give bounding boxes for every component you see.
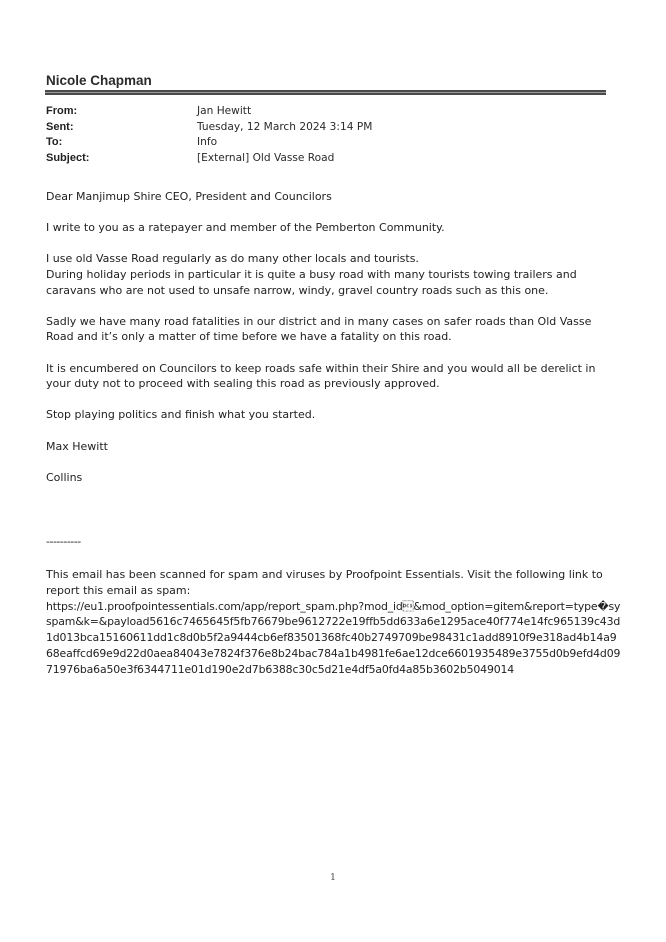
paragraph-road-use-line2: During holiday periods in particular it is quite a busy road with many tourists towing trailers and caravans who are not used to unsafe narrow, windy, gravel country roads such as this one. [46, 267, 577, 297]
to-row [46, 135, 372, 151]
email-body [46, 189, 621, 501]
paragraph-road-use-line1: I use old Vasse Road regularly as do many other locals and tourists. [46, 252, 419, 266]
spam-footer [46, 567, 621, 678]
signature-name: Max Hewitt [46, 439, 108, 453]
paragraph-intro: I write to you as a ratepayer and member of the Pemberton Community. [46, 221, 445, 235]
sent-value: Tuesday, 12 March 2024 3:14 PM [197, 120, 373, 133]
sent-row [46, 120, 372, 136]
sent-label: Sent: [46, 120, 74, 133]
paragraph-closing: Stop playing politics and finish what you started. [46, 408, 316, 422]
email-headers [46, 104, 372, 166]
subject-value: [External] Old Vasse Road [197, 151, 335, 164]
to-label: To: [46, 136, 63, 148]
to-value: Info [197, 136, 218, 148]
paragraph-duty: It is encumbered on Councilors to keep roads safe within their Shire and you would all be derelict in your duty not to proceed with sealing this road as previously approved. [46, 361, 596, 391]
greeting: Dear Manjimup Shire CEO, President and Councilors [46, 190, 332, 203]
page-number: 1 [330, 873, 336, 883]
report-spam-link[interactable]: https://eu1.proofpointessentials.com/app/report_spam.php?mod_id&mod_option=gitem&report=type�syspam&k=&payload5616c7465645f5fb76679be9612722e19ffb5dd633a6e1295ace40f774e14fc965139c43d1d013bca15160611dd1c8d0b5f2a9444cb6ef83501368fc40b2749709be98431c1add8910f9e318ad4b14a968eaffcd69e9d22d0aea84043e7824f376e8b24bac784a1b4981fe6ae12dce6601935489e3755d0b9efd4d0971976ba6a50e3f6344711e01d190e2d7b6388c30c5d21e4df5a0fd4a85b3602b5049014 [46, 599, 621, 676]
header-divider [45, 90, 606, 95]
subject-label: Subject: [46, 151, 90, 164]
sender-name: Nicole Chapman [46, 73, 152, 88]
scan-notice: This email has been scanned for spam and viruses by Proofpoint Essentials. Visit the following link to report this email as spam: [46, 568, 603, 597]
from-label: From: [46, 105, 78, 117]
subject-row [46, 151, 372, 167]
signature-location: Collins [46, 470, 83, 484]
from-row [46, 104, 372, 120]
paragraph-road-use [46, 251, 621, 298]
footer-dashes: ---------- [46, 535, 81, 548]
paragraph-fatalities: Sadly we have many road fatalities in our district and in many cases on safer roads than Old Vasse Road and it’s only a matter of time before we have a fatality on this road. [46, 314, 592, 344]
from-value: Jan Hewitt [197, 105, 252, 117]
